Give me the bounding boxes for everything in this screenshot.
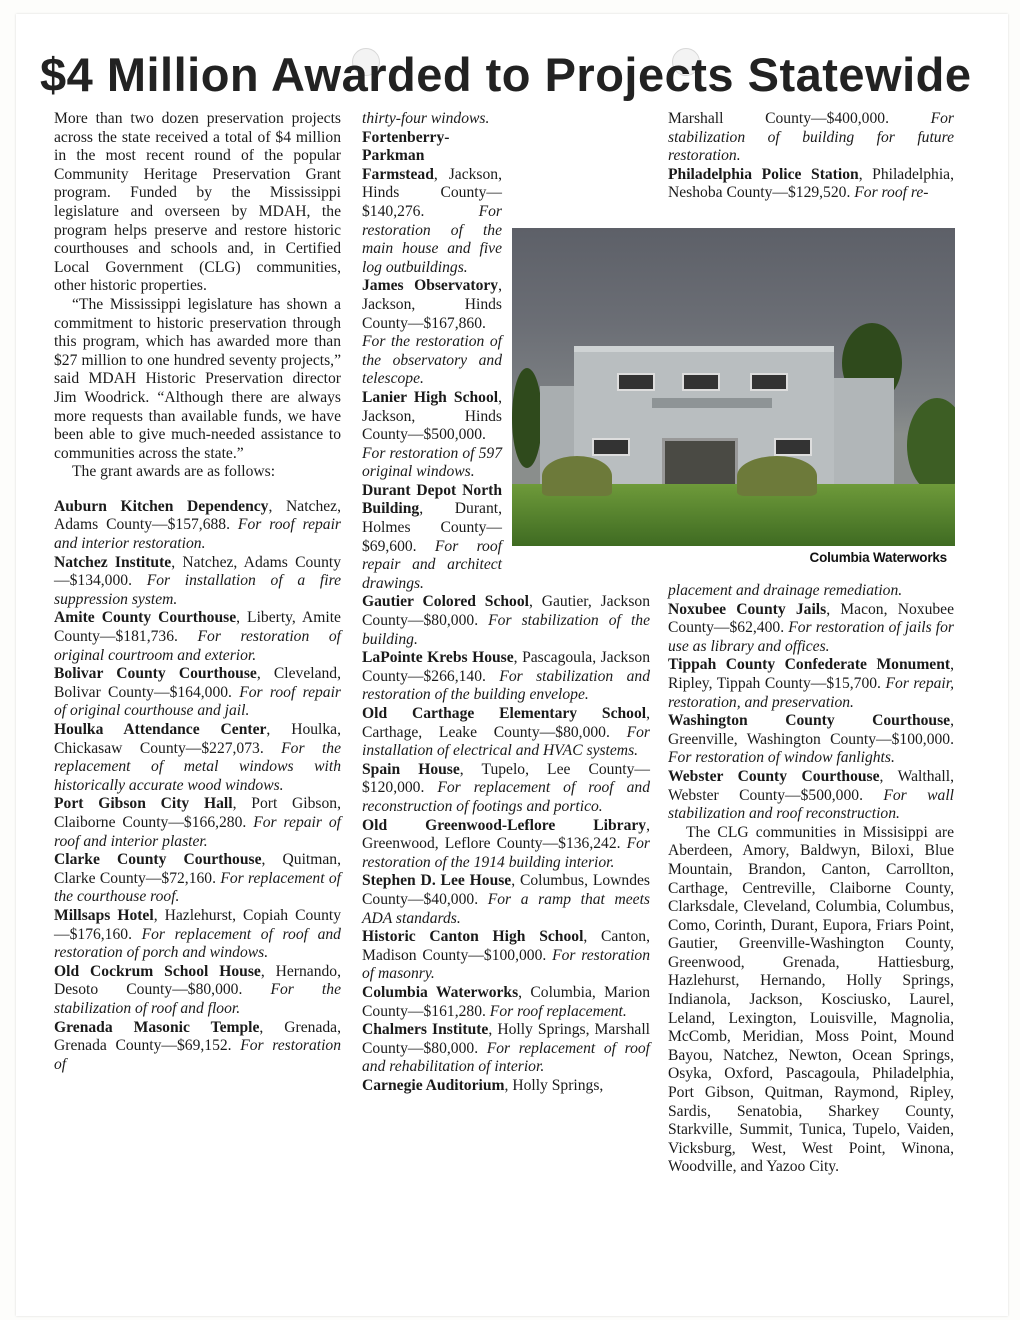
award-detail: , Greenwood, Leflore County—$136,242. [362, 816, 650, 853]
award-detail: , Pascagoula, Jackson County—$266,140. [362, 649, 650, 685]
award-name: Historic Canton High School [362, 928, 584, 946]
award-name: Old Greenwood-Leflore Library [362, 816, 647, 834]
award-purpose: For restoration of masonry. [362, 946, 651, 983]
award-detail: , Natchez, Adams County—$157,688. [54, 497, 341, 534]
award-name: Old Cockrum School House [54, 962, 261, 980]
window-shape [617, 373, 655, 391]
award-purpose: For restoration of [54, 1037, 341, 1073]
award-purpose: For stabilization of the building. [362, 612, 650, 648]
award-purpose: For the stabilization of roof and floor. [54, 981, 341, 1017]
continued-text: thirty-four windows. [362, 110, 490, 127]
award-purpose: For wall stabilization and roof reconstruction. [668, 786, 954, 823]
tree-shape [512, 368, 542, 468]
award-name: Lanier High School [362, 388, 499, 406]
award-entry [668, 601, 954, 657]
award-detail: , Hazlehurst, Copiah County—$176,160. [54, 906, 341, 943]
award-detail: , Houlka, Chickasaw County—$227,073. [54, 721, 342, 757]
award-entry [362, 1077, 650, 1096]
award-purpose: For replacement of roof and rehabilitation of interior. [362, 1039, 650, 1076]
award-list [668, 110, 954, 203]
award-purpose: For replacement of roof and reconstruction of footings and portico. [362, 779, 650, 815]
award-name: Noxubee County Jails [668, 600, 827, 618]
award-detail: , Columbus, Lowndes County—$40,000. [362, 872, 650, 908]
award-entry [54, 851, 341, 907]
award-entry [362, 593, 650, 649]
award-name: Auburn Kitchen Dependency [54, 497, 269, 515]
award-purpose: For restoration of original courtroom and exterior. [54, 628, 341, 664]
award-name: Philadelphia Police Station [668, 165, 859, 183]
intro [54, 110, 341, 482]
award-entry [362, 482, 502, 594]
column-3 [668, 110, 954, 203]
award-entry [54, 1019, 341, 1075]
award-list [668, 601, 954, 824]
award-name: LaPointe Krebs House [362, 649, 514, 667]
award-name: Amite County Courthouse [54, 609, 237, 627]
award-entry [362, 984, 650, 1021]
award-purpose: For roof repair and interior restoration. [54, 516, 341, 553]
column-1 [54, 110, 341, 1074]
award-detail: , Holly Springs, Marshall County—$80,000. [362, 1021, 650, 1057]
award-name: Stephen D. Lee House [362, 872, 512, 890]
award-name: Natchez Institute [54, 553, 172, 571]
award-entry [362, 1021, 650, 1077]
award-name: Grenada Masonic Temple [54, 1018, 260, 1036]
award-purpose: For restoration of the 1914 building interior. [362, 835, 650, 871]
award-name: Columbia Waterworks [362, 983, 519, 1001]
award-purpose: For roof replacement. [489, 1002, 627, 1020]
award-detail: , Gautier, Jackson County—$80,000. [362, 593, 650, 630]
award-entry [362, 928, 650, 984]
award-entry [54, 609, 341, 665]
award-detail: , Cleveland, Bolivar County—$164,000. [54, 665, 341, 701]
award-name: Bolivar County Courthouse [54, 665, 257, 683]
award-entry [54, 795, 341, 851]
award-name: Durant Depot North Building [362, 481, 502, 518]
award-purpose: For restoration of jails for use as library and offices. [668, 619, 954, 655]
award-name: Chalmers Institute [362, 1021, 489, 1039]
tree-shape [907, 398, 955, 493]
award-detail: , Durant, Holmes County—$69,600. [362, 500, 502, 555]
clg-paragraph: The CLG communities in Missisippi are Aberdeen, Amory, Baldwyn, Biloxi, Blue Mountain, Brandon, Canton, Carrollton, Carthage, Centreville, Claiborne County, Clarksdale, Cleveland, Columbia, Columbus, Como, Corinth, Durant, Eupora, Friars Point, Gautier, Greenville-Washington County, Greenwood, Grenada, Hattiesburg, Hazlehurst, Hernando, Holly Springs, Indianola, Jackson, Kosciusko, Laurel, Leland, Lexington, Louisville, Magnolia, McComb, Meridian, Moss Point, Mound Bayou, Natchez, Newton, Ocean Springs, Osyka, Oxford, Pascagoula, Philadelphia, Port Gibson, Quitman, Raymond, Ripley, Sardis, Senatobia, Sharkey County, Starkville, Summit, Tunica, Tupelo, Vaiden, Vicksburg, West, West Point, Winona, Woodville, and Yazoo City. [668, 823, 954, 1176]
window-shape [592, 438, 630, 456]
window-shape [750, 373, 788, 391]
building-sign [652, 398, 772, 408]
award-entry [362, 277, 502, 389]
award-detail: , Jackson, Hinds County—$500,000. [362, 388, 502, 444]
award-name: Millsaps Hotel [54, 906, 154, 924]
building-shape [834, 378, 894, 496]
award-purpose: For the replacement of metal windows with historically accurate wood windows. [54, 739, 341, 794]
continued-text: placement and drainage remediation. [668, 582, 903, 599]
award-purpose: For installation of a fire suppression system. [54, 572, 341, 608]
award-entry [54, 721, 341, 795]
award-detail: , Grenada, Grenada County—$69,152. [54, 1018, 341, 1055]
award-purpose: For a ramp that meets ADA standards. [362, 890, 650, 927]
award-detail: , Liberty, Amite County—$181,736. [54, 609, 341, 646]
award-detail: , Carthage, Leake County—$80,000. [362, 705, 650, 741]
award-entry [54, 665, 341, 721]
award-name: Old Carthage Elementary School [362, 705, 647, 722]
award-detail: , Canton, Madison County—$100,000. [362, 928, 650, 964]
award-detail: , Walthall, Webster County—$500,000. [668, 767, 954, 804]
award-name: Gautier Colored School [362, 593, 529, 611]
bush-shape [737, 456, 817, 496]
award-detail: , Ripley, Tippah County—$15,700. [668, 656, 954, 692]
column-3-lower [668, 582, 954, 1177]
window-shape [774, 438, 812, 456]
award-detail: , Hernando, Desoto County—$80,000. [54, 962, 341, 999]
award-detail: , Jackson, Hinds County—$167,860. [362, 277, 502, 332]
award-entry [54, 498, 341, 554]
award-entry [362, 761, 650, 817]
award-name: Port Gibson City Hall [54, 795, 233, 813]
photo-caption: Columbia Waterworks [809, 550, 947, 565]
award-detail: , Columbia, Marion County—$161,280. [362, 983, 650, 1020]
award-entry [668, 768, 954, 824]
award-purpose: For stabilization of building for future restoration. [668, 110, 954, 165]
award-detail: , Port Gibson, Claiborne County—$166,280. [54, 795, 341, 831]
award-entry [668, 110, 954, 166]
award-entry [362, 649, 650, 705]
award-entry [668, 712, 954, 768]
award-purpose: For the restoration of the observatory and telescope. [362, 333, 502, 388]
award-name: Tippah County Confederate Monument [668, 656, 951, 674]
intro-paragraph: The grant awards are as follows: [72, 463, 276, 481]
award-name: Clarke County Courthouse [54, 851, 262, 869]
award-detail: , Jackson, Hinds County—$140,276. [362, 165, 502, 220]
award-list [362, 593, 650, 1095]
award-detail: , Tupelo, Lee County—$120,000. [362, 760, 650, 797]
award-entry [54, 963, 341, 1019]
award-entry [362, 817, 650, 873]
intro-paragraph: More than two dozen preservation projects across the state received a total of $4 million in the most recent round of the popular Community Heritage Preservation Grant program. Funded by the Mississippi legislature and overseen by MDAH, the program helps preserve and restore historic courthouses and schools and, in Certified Local Government (CLG) communities, other historic properties. [54, 110, 341, 295]
award-purpose: For installation of electrical and HVAC systems. [362, 723, 650, 760]
award-purpose: For restoration of window fanlights. [668, 749, 895, 767]
award-name: Fortenberry-Parkman Farmstead [362, 128, 450, 183]
award-name: Webster County Courthouse [668, 767, 880, 785]
bush-shape [542, 456, 612, 496]
award-purpose: For roof repair of original courthouse and jail. [54, 683, 341, 720]
award-purpose: For replacement of the courthouse roof. [54, 869, 341, 906]
award-purpose: For roof re- [854, 184, 929, 202]
award-entry [362, 705, 650, 761]
award-detail: , Natchez, Adams County—$134,000. [54, 553, 342, 590]
award-name: Carnegie Auditorium [362, 1076, 505, 1094]
photo-figure [512, 228, 955, 574]
award-entry [362, 129, 502, 278]
award-entry [54, 907, 341, 963]
award-list [54, 498, 341, 1074]
award-detail: , Macon, Noxubee County—$62,400. [668, 600, 954, 637]
award-entry [668, 656, 954, 712]
award-name: Houlka Attendance Center [54, 721, 267, 738]
award-entry [668, 166, 954, 203]
intro-paragraph: “The Mississippi legislature has shown a commitment to historic preservation through this program, which has awarded more than $27 million to one hundred seventy projects,” said MDAH Historic Preservation director Jim Woodrick. “Although there are always more requests than available funds, we have been able to give much-needed assistance to communities across the state.” [54, 295, 341, 462]
award-name: Washington County Courthouse [668, 712, 951, 730]
award-detail: , Philadelphia, Neshoba County—$129,520. [668, 165, 955, 202]
award-entry [362, 389, 502, 482]
award-entry [54, 554, 341, 610]
award-purpose: For restoration of 597 original windows. [362, 444, 502, 481]
award-purpose: For roof repair and architect drawings. [362, 537, 502, 592]
award-purpose: For repair, restoration, and preservation. [668, 674, 954, 711]
award-name: Spain House [362, 760, 460, 778]
headline: $4 Million Awarded to Projects Statewide [40, 48, 972, 101]
award-purpose: For repair of roof and interior plaster. [54, 813, 341, 850]
award-detail: , Holly Springs, [504, 1076, 604, 1094]
award-detail: , Quitman, Clarke County—$72,160. [54, 851, 341, 887]
award-detail: , Greenville, Washington County—$100,000. [668, 712, 954, 748]
award-name: James Observatory [362, 277, 499, 295]
award-purpose: For restoration of the main house and five log outbuildings. [362, 202, 502, 276]
waterworks-photo [512, 228, 955, 546]
award-purpose: For stabilization and restoration of the building envelope. [362, 667, 650, 704]
award-purpose: For replacement of roof and restoration of porch and windows. [54, 925, 341, 962]
window-shape [682, 373, 720, 391]
award-entry [362, 872, 650, 928]
award-detail: Marshall County—$400,000. [668, 110, 931, 127]
